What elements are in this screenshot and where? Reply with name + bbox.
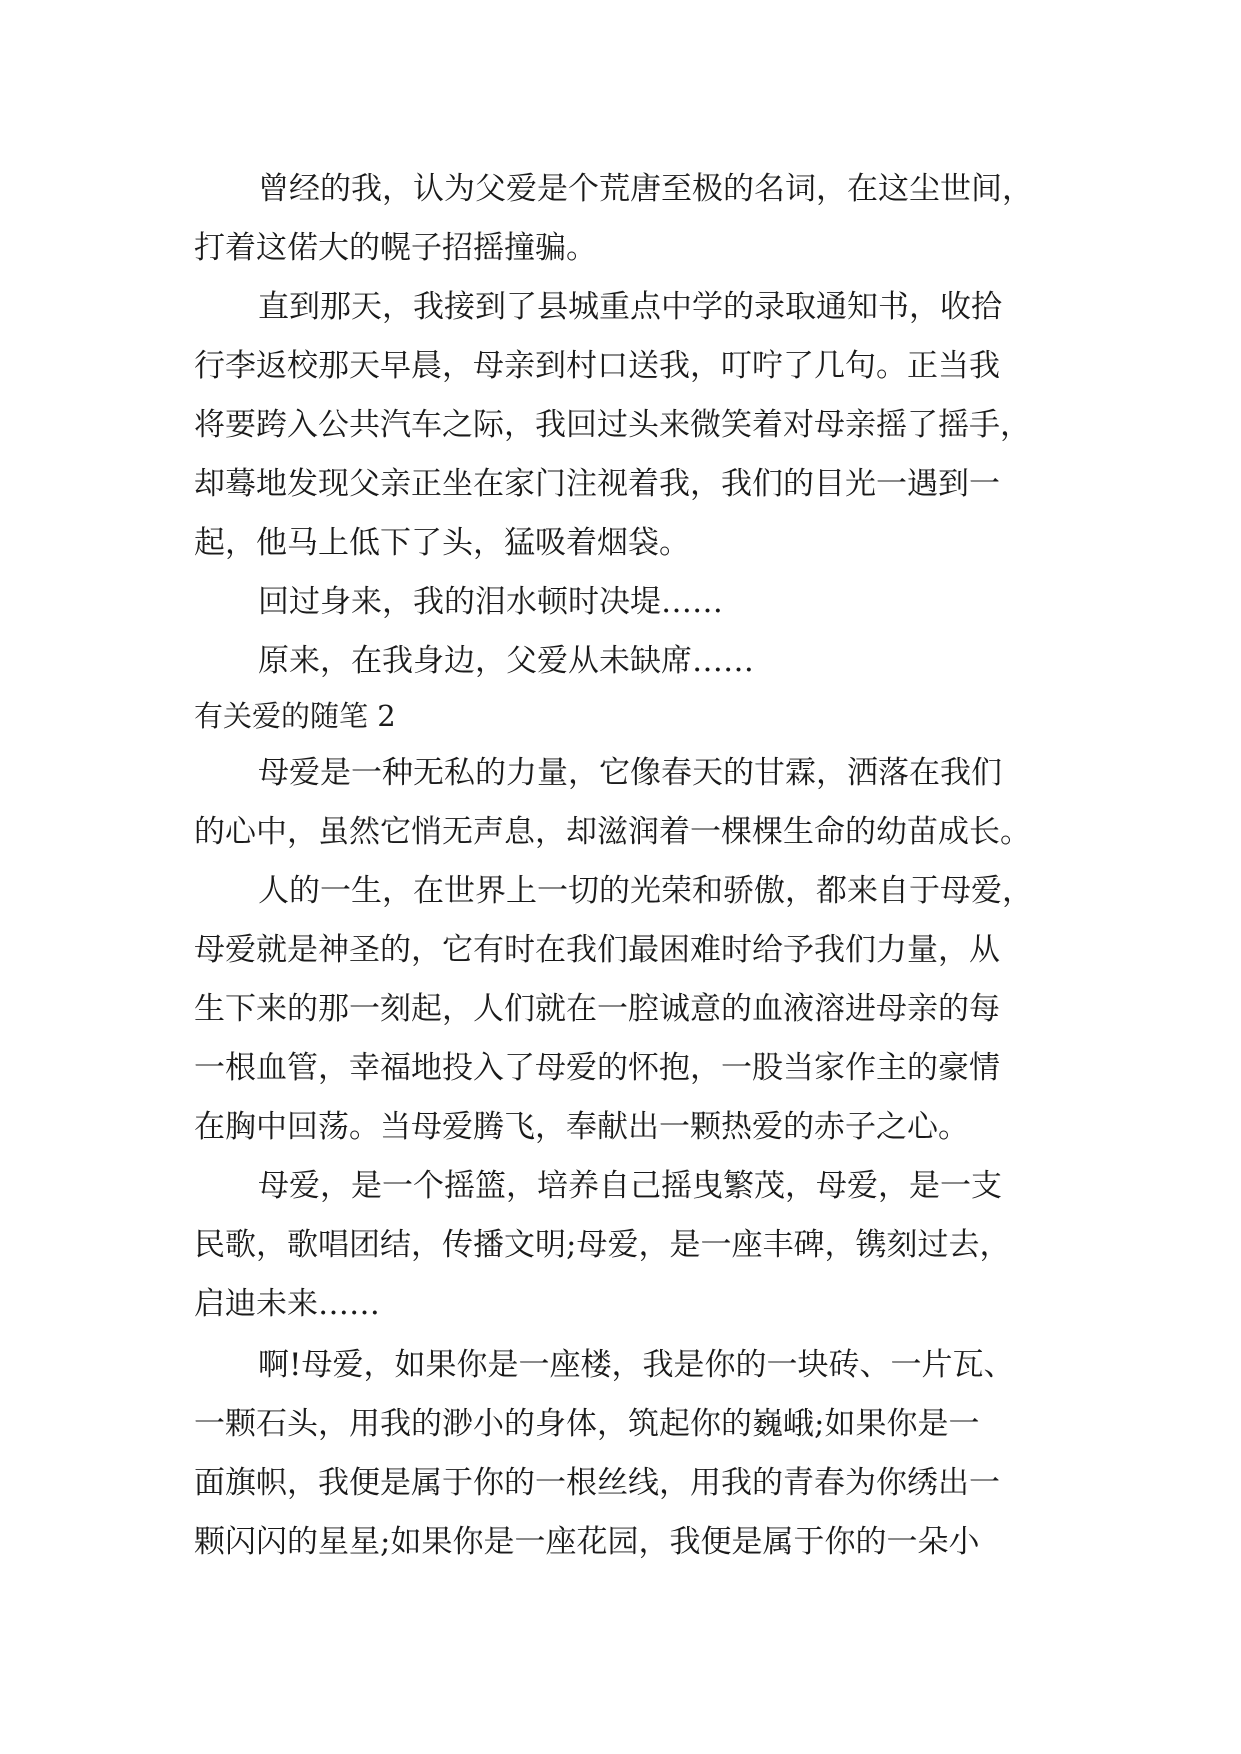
paragraph-line: 行李返校那天早晨，母亲到村口送我，叮咛了几句。正当我 [194, 348, 1000, 384]
paragraph-line: 颗闪闪的星星;如果你是一座花园，我便是属于你的一朵小 [194, 1524, 980, 1560]
paragraph-line: 母爱就是神圣的，它有时在我们最困难时给予我们力量，从 [194, 932, 1000, 968]
paragraph-line: 母爱是一种无私的力量，它像春天的甘霖，洒落在我们 [258, 755, 1002, 791]
paragraph-line: 在胸中回荡。当母爱腾飞，奉献出一颗热爱的赤子之心。 [194, 1109, 969, 1145]
paragraph-line: 一根血管，幸福地投入了母爱的怀抱，一股当家作主的豪情 [194, 1050, 1000, 1086]
paragraph-line: 的心中，虽然它悄无声息，却滋润着一棵棵生命的幼苗成长。 [194, 814, 1031, 850]
paragraph-line: 曾经的我，认为父爱是个荒唐至极的名词，在这尘世间， [258, 171, 1033, 207]
paragraph-line: 直到那天，我接到了县城重点中学的录取通知书，收拾 [258, 289, 1002, 325]
paragraph-line: 却蓦地发现父亲正坐在家门注视着我，我们的目光一遇到一 [194, 466, 1000, 502]
paragraph-line: 回过身来，我的泪水顿时决堤…… [258, 584, 723, 620]
paragraph-line: 面旗帜，我便是属于你的一根丝线，用我的青春为你绣出一 [194, 1465, 1000, 1501]
paragraph-line: 民歌，歌唱团结，传播文明;母爱，是一座丰碑，镌刻过去， [194, 1227, 1011, 1263]
paragraph-line: 启迪未来…… [194, 1286, 380, 1322]
section-heading: 有关爱的随笔 2 [194, 699, 396, 733]
paragraph-line: 啊!母爱，如果你是一座楼，我是你的一块砖、一片瓦、 [258, 1347, 1015, 1383]
paragraph-line: 人的一生，在世界上一切的光荣和骄傲，都来自于母爱， [258, 873, 1033, 909]
paragraph-line: 打着这偌大的幌子招摇撞骗。 [194, 230, 597, 266]
paragraph-line: 母爱，是一个摇篮，培养自己摇曳繁茂，母爱，是一支 [258, 1168, 1002, 1204]
paragraph-line: 一颗石头，用我的渺小的身体，筑起你的巍峨;如果你是一 [194, 1406, 980, 1442]
paragraph-line: 生下来的那一刻起，人们就在一腔诚意的血液溶进母亲的每 [194, 991, 1000, 1027]
paragraph-line: 起，他马上低下了头，猛吸着烟袋。 [194, 525, 690, 561]
paragraph-line: 原来，在我身边，父爱从未缺席…… [258, 643, 754, 679]
paragraph-line: 将要跨入公共汽车之际，我回过头来微笑着对母亲摇了摇手， [194, 407, 1031, 443]
